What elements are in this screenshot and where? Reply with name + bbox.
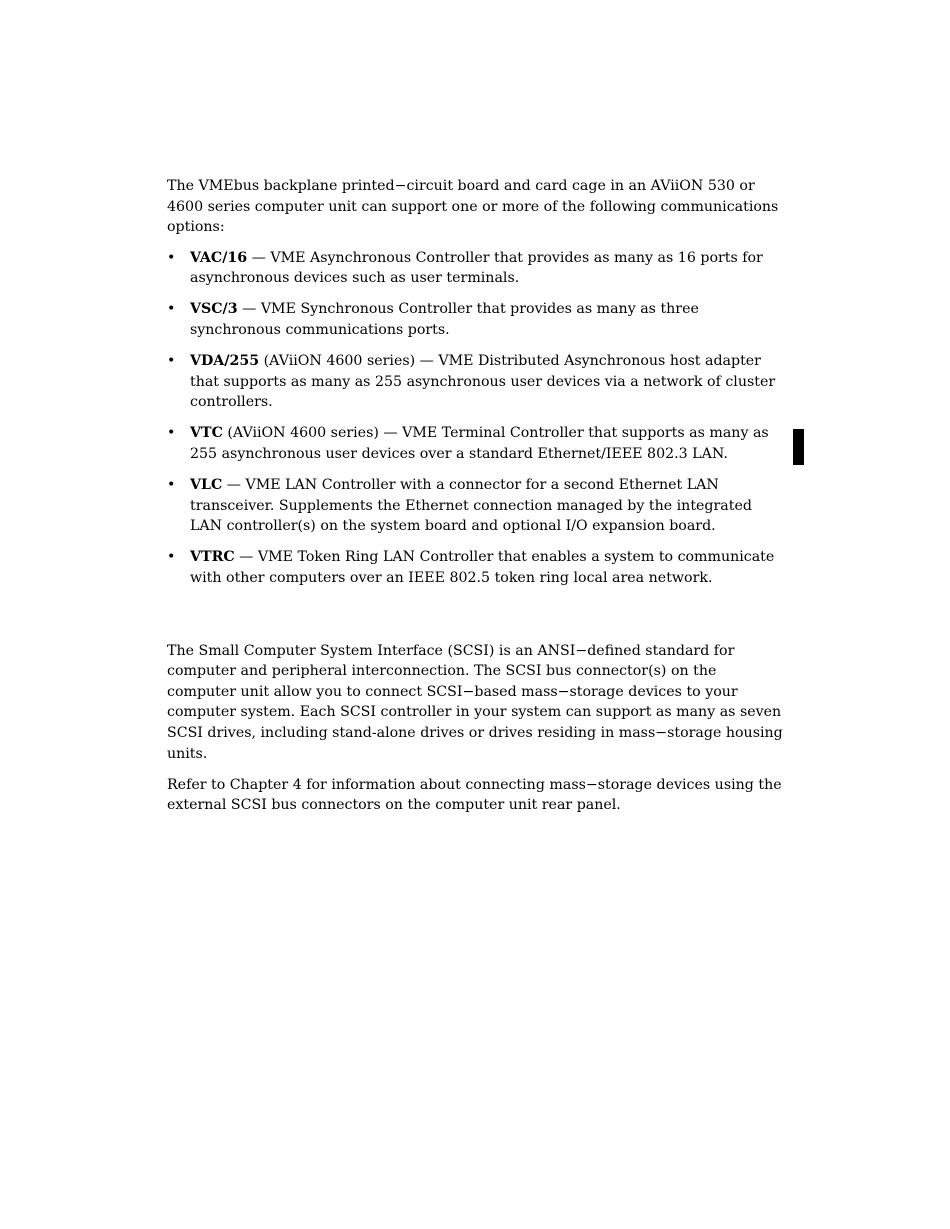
option-vac16 <box>167 248 787 289</box>
option-term: VDA/255 <box>190 353 260 370</box>
bullet-icon: • <box>167 249 176 266</box>
option-term: VAC/16 <box>190 249 248 266</box>
chapter-tab-marker <box>793 429 804 465</box>
option-term: VLC <box>190 477 223 494</box>
bullet-icon: • <box>167 425 176 442</box>
option-description: — VME LAN Controller with a connector for a second Ethernet LAN transceiver. Supplements the Ethernet connection managed by the integrated LAN controller(s) on the system board and optional I/O expansion board. <box>190 477 752 535</box>
option-term: VSC/3 <box>190 301 238 318</box>
option-vlc <box>167 475 787 537</box>
bullet-icon: • <box>167 301 176 318</box>
document-body <box>167 176 787 826</box>
option-description: — VME Token Ring LAN Controller that enables a system to communicate with other computers over an IEEE 802.5 token ring local area network. <box>190 549 775 586</box>
option-description: (AViiON 4600 series) — VME Distributed Asynchronous host adapter that supports as many as 255 asynchronous user devices via a network of cluster controllers. <box>190 353 776 411</box>
option-description: — VME Synchronous Controller that provides as many as three synchronous communications ports. <box>190 301 699 339</box>
option-vsc3 <box>167 299 787 340</box>
scsi-paragraph-1: The Small Computer System Interface (SCSI) is an ANSI−defined standard for computer and peripheral interconnection. The SCSI bus connector(s) on the computer unit allow you to connect SCSI−based mass−storage devices to your computer system. Each SCSI controller in your system can support as many as seven SCSI drives, including stand-alone drives or drives residing in mass−storage housing units. <box>167 642 783 762</box>
option-term: VTRC <box>190 549 235 566</box>
option-description: (AViiON 4600 series) — VME Terminal Controller that supports as many as 255 asynchronous user devices over a standard Ethernet/IEEE 802.3 LAN. <box>190 425 769 463</box>
bullet-icon: • <box>167 477 176 494</box>
vme-options-section <box>167 176 787 589</box>
bullet-icon: • <box>167 353 176 370</box>
communications-options-list <box>167 248 787 589</box>
bullet-icon: • <box>167 549 176 566</box>
option-vtc <box>167 423 787 464</box>
vme-intro-paragraph: The VMEbus backplane printed−circuit board and card cage in an AViiON 530 or 4600 series computer unit can support one or more of the following communications options: <box>167 178 779 236</box>
option-vda255 <box>167 351 787 413</box>
scsi-section <box>167 641 787 816</box>
option-description: — VME Asynchronous Controller that provides as many as 16 ports for asynchronous devices such as user terminals. <box>190 249 763 287</box>
option-vtrc <box>167 547 787 588</box>
scsi-paragraph-2: Refer to Chapter 4 for information about connecting mass−storage devices using the external SCSI bus connectors on the computer unit rear panel. <box>167 776 782 814</box>
option-term: VTC <box>190 425 223 442</box>
